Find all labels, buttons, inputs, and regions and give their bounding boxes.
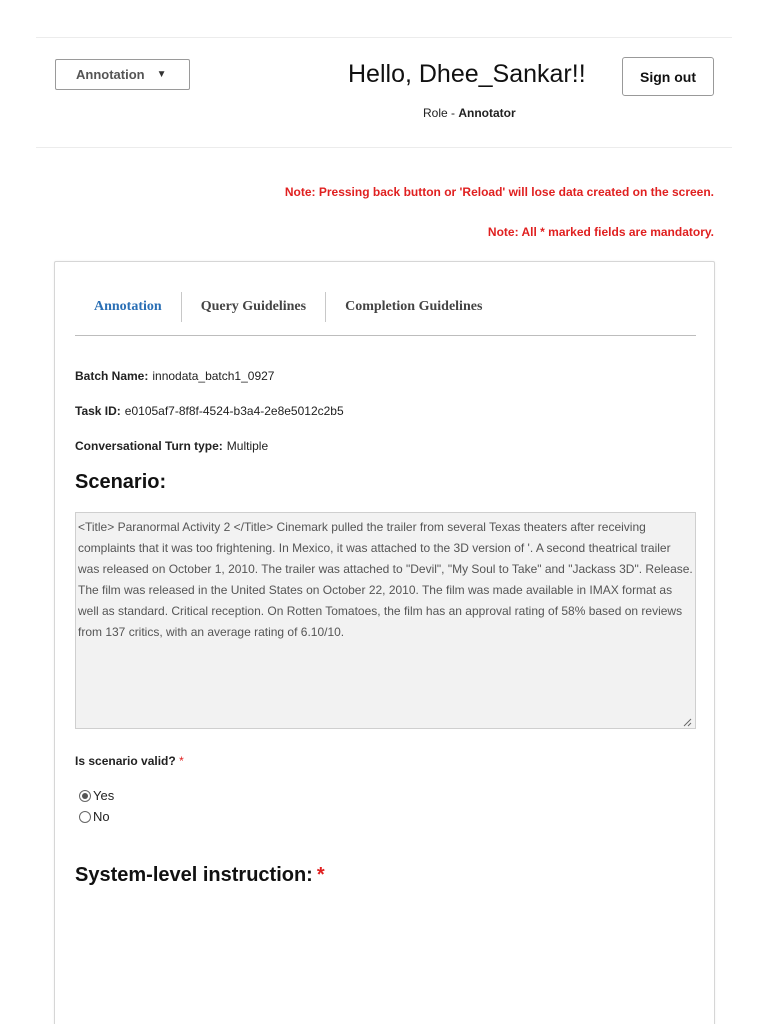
tab-completion-guidelines[interactable]: Completion Guidelines xyxy=(345,299,483,314)
task-id-label: Task ID: xyxy=(75,404,121,418)
scenario-heading: Scenario: xyxy=(75,471,167,493)
required-asterisk: * xyxy=(179,754,184,768)
reload-warning-note: Note: Pressing back button or 'Reload' will lose data created on the screen. xyxy=(284,185,714,199)
batch-name-field xyxy=(75,369,274,383)
radio-no-label: No xyxy=(93,809,110,824)
sign-out-button[interactable]: Sign out xyxy=(622,57,714,96)
greeting-title: Hello, Dhee_Sankar!! xyxy=(348,60,586,88)
role-text xyxy=(423,106,516,120)
tab-bar xyxy=(75,292,696,336)
role-prefix: Role - xyxy=(423,106,459,120)
annotation-card xyxy=(54,261,715,1024)
role-value: Annotator xyxy=(458,106,516,120)
scenario-textarea[interactable] xyxy=(75,512,696,729)
radio-yes[interactable] xyxy=(79,788,114,803)
batch-name-label: Batch Name: xyxy=(75,369,149,383)
system-instruction-heading xyxy=(75,864,325,887)
mode-dropdown-label: Annotation xyxy=(76,67,145,82)
turn-type-value: Multiple xyxy=(226,439,269,453)
scenario-valid-label xyxy=(75,754,184,768)
mandatory-fields-note: Note: All * marked fields are mandatory. xyxy=(487,225,714,239)
caret-down-icon: ▼ xyxy=(156,69,167,80)
radio-yes-label: Yes xyxy=(93,788,115,803)
tab-query-guidelines[interactable]: Query Guidelines xyxy=(182,292,326,322)
resize-grip-icon[interactable] xyxy=(683,718,692,727)
radio-yes-circle[interactable] xyxy=(79,790,91,802)
task-id-field xyxy=(75,404,344,418)
header xyxy=(36,38,732,148)
batch-name-value: innodata_batch1_0927 xyxy=(152,369,275,383)
required-asterisk: * xyxy=(316,864,325,886)
turn-type-field xyxy=(75,439,268,453)
turn-type-label: Conversational Turn type: xyxy=(75,439,223,453)
radio-no[interactable] xyxy=(79,809,110,824)
system-instruction-text: System-level instruction: xyxy=(75,864,313,886)
tab-annotation[interactable]: Annotation xyxy=(75,292,182,322)
mode-dropdown[interactable] xyxy=(55,59,190,90)
radio-no-circle[interactable] xyxy=(79,811,91,823)
scenario-valid-text: Is scenario valid? xyxy=(75,754,176,768)
task-id-value: e0105af7-8f8f-4524-b3a4-2e8e5012c2b5 xyxy=(124,404,344,418)
